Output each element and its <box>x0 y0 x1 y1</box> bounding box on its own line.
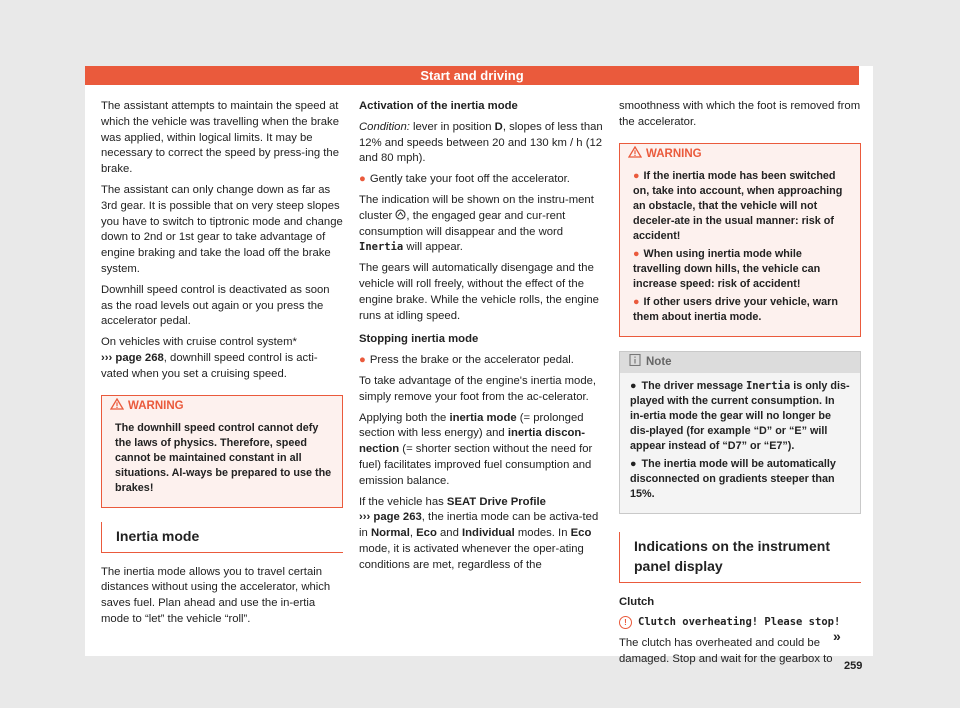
text: If the vehicle has <box>359 495 447 508</box>
page-link[interactable]: ››› page 263 <box>359 511 422 524</box>
text: and <box>436 527 462 540</box>
text: Press the brake or the accelerator pedal. <box>369 354 574 367</box>
section-title: Inertia mode <box>101 522 343 553</box>
paragraph: The inertia mode allows you to travel certain distances without using the accelerator, which saves fuel. Plan ahead and use the in-ertia mode to “let” the vehicle “roll”. <box>101 565 331 625</box>
text: (= prolonged section with less energy) and <box>359 411 584 440</box>
paragraph <box>359 495 604 574</box>
warning-header <box>620 144 860 165</box>
paragraph: The gears will automatically disengage and the vehicle will roll freely, without the effect of the engine brake. While the vehicle rolls, the engine runs at idling speed. <box>359 262 599 322</box>
bold-term: Eco <box>570 527 592 540</box>
paragraph: The assistant can only change down as far as 3rd gear. It is possible that on very steep slopes you have to switch to tiptronic mode and change down to 2nd or 1st gear to take advantage of engine braking and take the load off the brake system. <box>101 183 343 275</box>
paragraph: To take advantage of the engine's inertia mode, simply remove your foot from the ac-celerator. <box>359 374 597 403</box>
note-header <box>620 352 860 373</box>
warning-triangle-icon <box>110 398 124 410</box>
text: mode, it is activated whenever the oper-ating conditions are met, regardless of the <box>359 542 584 571</box>
paragraph <box>359 411 604 490</box>
warning-body <box>620 165 860 336</box>
text: , the inertia mode can be activa-ted in <box>359 511 599 540</box>
warning-box <box>101 395 343 508</box>
instrument-cluster-icon <box>395 209 406 220</box>
condition-label: Condition: <box>359 120 410 133</box>
paragraph: Downhill speed control is deactivated as soon as the road levels out again or you press the accelerator pedal. <box>101 283 330 328</box>
bold-term: Normal <box>370 527 410 540</box>
subheading: Activation of the inertia mode <box>359 100 518 112</box>
paragraph <box>359 193 604 256</box>
column-middle <box>359 99 604 579</box>
bullet-item <box>359 353 604 369</box>
bullet-icon: ● <box>630 457 637 470</box>
note-label: Note <box>646 355 672 368</box>
warning-label: WARNING <box>128 399 184 412</box>
paragraph: The clutch has overheated and could be damaged. Stop and wait for the gearbox to <box>619 637 833 665</box>
warning-header <box>102 396 342 417</box>
bold-term: inertia discon-nection <box>359 427 586 456</box>
text: Gently take your foot off the accelerator. <box>369 173 570 186</box>
text: , <box>409 527 417 540</box>
text: The inertia mode will be automatically disconnected on gradients steeper than 15%. <box>630 457 836 500</box>
text: will appear. <box>403 241 463 254</box>
paragraph: smoothness with which the foot is removed from the accelerator. <box>619 100 861 128</box>
warning-item <box>633 247 850 292</box>
text: If the inertia mode has been switched on, take into account, when approaching an obstacle, that the vehicle will not deceler-ate in the usual manner: risk of accident! <box>633 169 843 242</box>
display-message: Clutch overheating! Please stop! <box>638 616 841 629</box>
bold-term: inertia mode <box>449 411 517 424</box>
display-word: Inertia <box>359 241 404 254</box>
text: On vehicles with cruise control system* <box>101 336 297 349</box>
warning-label: WARNING <box>646 147 702 160</box>
text: If other users drive your vehicle, warn them about inertia mode. <box>633 295 838 323</box>
bold-term: SEAT Drive Profile <box>446 495 546 508</box>
warning-body <box>102 417 342 507</box>
bullet-icon: ● <box>633 169 640 182</box>
page-link[interactable]: ››› page 268 <box>101 351 164 364</box>
note-item <box>630 457 850 502</box>
column-right <box>619 99 861 673</box>
display-word: Inertia <box>745 379 791 392</box>
text: (= shorter section without the need for fuel) facilitates improved fuel consumption and emission balance. <box>359 443 593 487</box>
text: is only dis-played with the current consumption. In in-ertia mode the gear will no longer be dis-played (for example “D” or “E” will appear instead of “D7” or “E7”). <box>630 379 850 452</box>
bold-term: Eco <box>416 527 437 540</box>
text: lever in position <box>409 120 495 133</box>
text: modes. In <box>514 527 571 540</box>
text: , downhill speed control is acti-vated when you set a cruising speed. <box>101 351 318 380</box>
bullet-item <box>359 172 604 188</box>
note-item <box>630 379 850 454</box>
bold-term: Individual <box>462 527 515 540</box>
text: The driver message <box>641 379 746 392</box>
paragraph: The assistant attempts to maintain the speed at which the vehicle was travelling when the brake was applied, within logical limits. It may be necessary to correct the speed by press-ing the brake. <box>101 100 339 176</box>
bullet-icon: ● <box>359 354 366 367</box>
note-box <box>619 351 861 514</box>
chapter-header: Start and driving <box>85 66 859 85</box>
note-body <box>620 373 860 513</box>
warning-item <box>633 295 850 325</box>
text: , slopes of less than 12% and speeds between 20 and 130 km / h (12 and 80 mph). <box>359 120 603 165</box>
paragraph <box>101 335 343 382</box>
page-number: 259 <box>844 660 863 672</box>
clutch-message <box>619 615 861 631</box>
column-left <box>101 99 343 633</box>
bullet-icon: ● <box>630 379 637 392</box>
section-title: Indications on the instrument panel display <box>619 532 861 583</box>
subheading: Stopping inertia mode <box>359 333 479 346</box>
warning-text: The downhill speed control cannot defy the laws of physics. Therefore, speed cannot be maintained constant in all situations. Al-ways be prepared to use the brakes! <box>115 421 332 494</box>
warning-triangle-icon <box>628 146 642 158</box>
info-icon <box>628 354 642 366</box>
continue-arrow-icon: » <box>833 628 841 644</box>
bullet-icon: ● <box>633 247 640 260</box>
bullet-icon: ● <box>359 173 366 186</box>
warning-box <box>619 143 861 337</box>
subheading: Clutch <box>619 595 655 608</box>
text: When using inertia mode while travelling down hills, the vehicle can increase speed: risk of accident! <box>633 247 821 290</box>
bullet-icon: ● <box>633 295 640 308</box>
text: , the engaged gear and cur-rent consumption will disappear and the word <box>359 209 566 238</box>
text: Applying both the <box>359 411 450 424</box>
paragraph <box>359 120 604 167</box>
text: The indication will be shown on the instru-ment cluster <box>359 193 594 222</box>
clutch-warning-icon: ! <box>619 616 632 629</box>
warning-item <box>633 169 850 244</box>
gear-letter: D <box>494 120 503 133</box>
